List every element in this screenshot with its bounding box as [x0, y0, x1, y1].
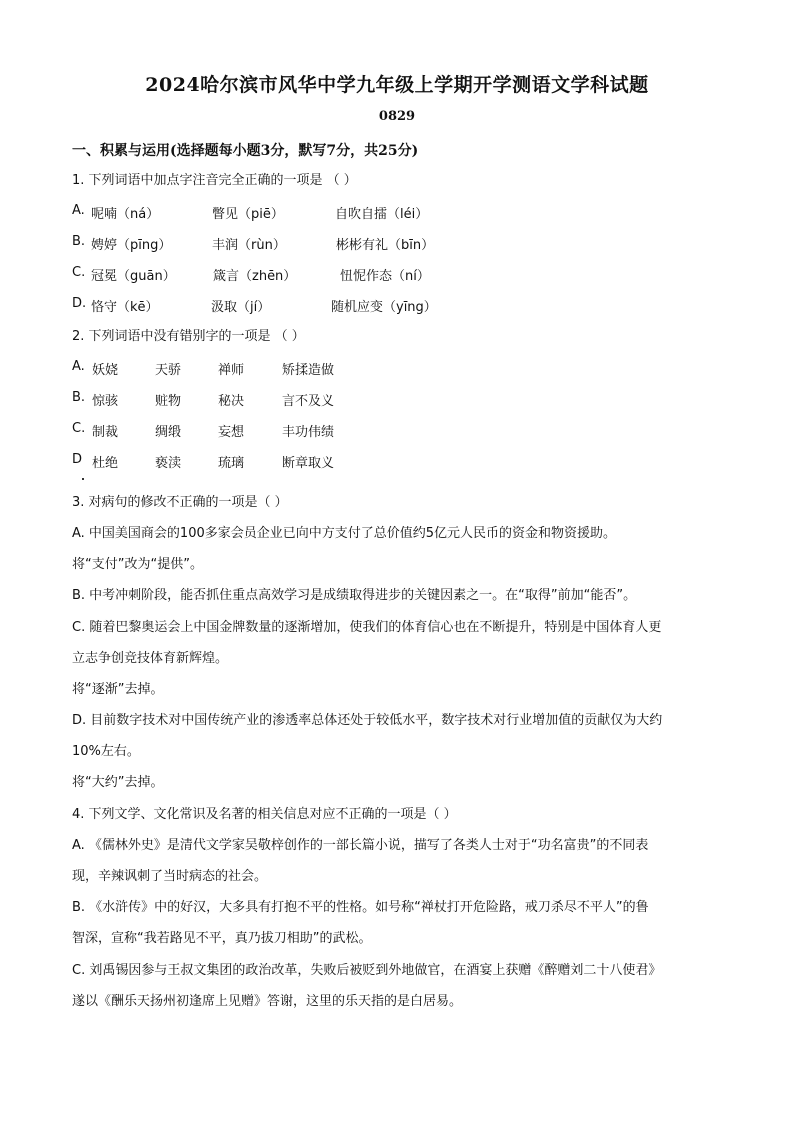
q2-option-d-letter: D [72, 452, 83, 467]
q1-option-c-item-2: 箴言（zhēn） [213, 269, 297, 284]
q4-option-c-line-2: 遂以《酬乐天扬州初逢席上见赠》答谢，这里的乐天指的是白居易。 [72, 994, 463, 1009]
q1-option-a-item-2: 瞥见（piē） [212, 207, 284, 222]
q3-option-c-line-2: 立志争创竞技体育新辉煌。 [72, 651, 229, 666]
q4-option-a-line-2: 现，辛辣讽刺了当时病态的社会。 [72, 869, 268, 884]
q2-option-d-word-2: 亵渎 [155, 456, 182, 471]
q2-option-a-word-3: 禅师 [218, 363, 245, 378]
q4-option-a-line-1: A. 《儒林外史》是清代文学家吴敬梓创作的一部长篇小说，描写了各类人士对于“功名富贵”的不同表 [72, 838, 649, 853]
stray-dot-mark [82, 478, 84, 480]
q1-option-c-letter: C. [72, 265, 86, 280]
q2-option-b-word-1: 惊骇 [92, 394, 119, 409]
q3-option-b: B. 中考冲刺阶段，能否抓住重点高效学习是成绩取得进步的关键因素之一。在“取得”前加“能否”。 [72, 588, 637, 603]
q2-option-a-word-4: 矫揉造做 [282, 363, 335, 378]
q2-option-b-letter: B. [72, 390, 86, 405]
q1-option-a-item-1: 呢喃（ná） [91, 207, 160, 222]
q3-option-c-line-1: C. 随着巴黎奥运会上中国金牌数量的逐渐增加，使我们的体育信心也在不断提升，特别是中国体育人更 [72, 620, 662, 635]
q3-option-d-fix: 将“大约”去掉。 [72, 775, 164, 790]
q1-option-d-item-1: 恪守（kē） [91, 300, 159, 315]
q2-option-b-word-4: 言不及义 [282, 394, 335, 409]
q1-option-c-item-1: 冠冕（guān） [91, 269, 176, 284]
q1-option-d-item-2: 汲取（jí） [211, 300, 271, 315]
q2-option-c-word-1: 制裁 [92, 425, 119, 440]
q1-option-d-letter: D. [72, 296, 87, 311]
q1-option-a-letter: A. [72, 203, 85, 218]
section-heading: 一、积累与运用(选择题每小题3分，默写7分，共25分) [72, 143, 419, 159]
q2-option-a-word-1: 妖娆 [92, 363, 119, 378]
page-title: 2024哈尔滨市风华中学九年级上学期开学测语文学科试题 [145, 74, 649, 96]
q4-option-b-line-1: B. 《水浒传》中的好汉，大多具有打抱不平的性格。如号称“禅杖打开危险路，戒刀杀尽不平人”的鲁 [72, 900, 649, 915]
q3-option-d-line-1: D. 目前数字技术对中国传统产业的渗透率总体还处于较低水平，数字技术对行业增加值的贡献仅为大约 [72, 713, 663, 728]
q2-option-a-letter: A. [72, 359, 85, 374]
question-1-stem: 1. 下列词语中加点字注音完全正确的一项是 （ ） [72, 173, 357, 188]
q4-option-b-line-2: 智深，宣称“我若路见不平，真乃拔刀相助”的武松。 [72, 931, 372, 946]
q2-option-c-letter: C. [72, 421, 86, 436]
q2-option-a-word-2: 天骄 [155, 363, 182, 378]
q2-option-c-word-4: 丰功伟绩 [282, 425, 335, 440]
q1-option-d-item-3: 随机应变（yīng） [331, 300, 437, 315]
q3-option-a: A. 中国美国商会的100多家会员企业已向中方支付了总价值约5亿元人民币的资金和物资援助。 [72, 526, 617, 541]
q4-option-c-line-1: C. 刘禹锡因参与王叔文集团的政治改革，失败后被贬到外地做官，在酒宴上获赠《醉赠刘二十八使君》 [72, 963, 662, 978]
question-2-stem: 2. 下列词语中没有错别字的一项是 （ ） [72, 329, 305, 344]
q3-option-a-fix: 将“支付”改为“提供”。 [72, 557, 203, 572]
q2-option-b-word-3: 秘决 [218, 394, 245, 409]
q3-option-d-line-2: 10%左右。 [72, 744, 140, 759]
question-3-stem: 3. 对病句的修改不正确的一项是（ ） [72, 495, 288, 510]
q1-option-b-item-3: 彬彬有礼（bīn） [336, 238, 435, 253]
q1-option-b-item-1: 娉婷（pīng） [91, 238, 172, 253]
q2-option-c-word-2: 绸缎 [155, 425, 182, 440]
q2-option-d-word-1: 杜绝 [92, 456, 119, 471]
q1-option-c-item-3: 忸怩作态（ní） [340, 269, 430, 284]
q2-option-d-word-3: 琉璃 [218, 456, 245, 471]
q1-option-a-item-3: 自吹自擂（léi） [335, 207, 429, 222]
q1-option-b-item-2: 丰润（rùn） [212, 238, 286, 253]
q2-option-c-word-3: 妄想 [218, 425, 245, 440]
q2-option-b-word-2: 赃物 [155, 394, 182, 409]
q2-option-d-word-4: 断章取义 [282, 456, 335, 471]
q3-option-c-fix: 将“逐渐”去掉。 [72, 682, 164, 697]
question-4-stem: 4. 下列文学、文化常识及名著的相关信息对应不正确的一项是（ ） [72, 807, 457, 822]
exam-date-code: 0829 [378, 109, 416, 124]
q1-option-b-letter: B. [72, 234, 86, 249]
